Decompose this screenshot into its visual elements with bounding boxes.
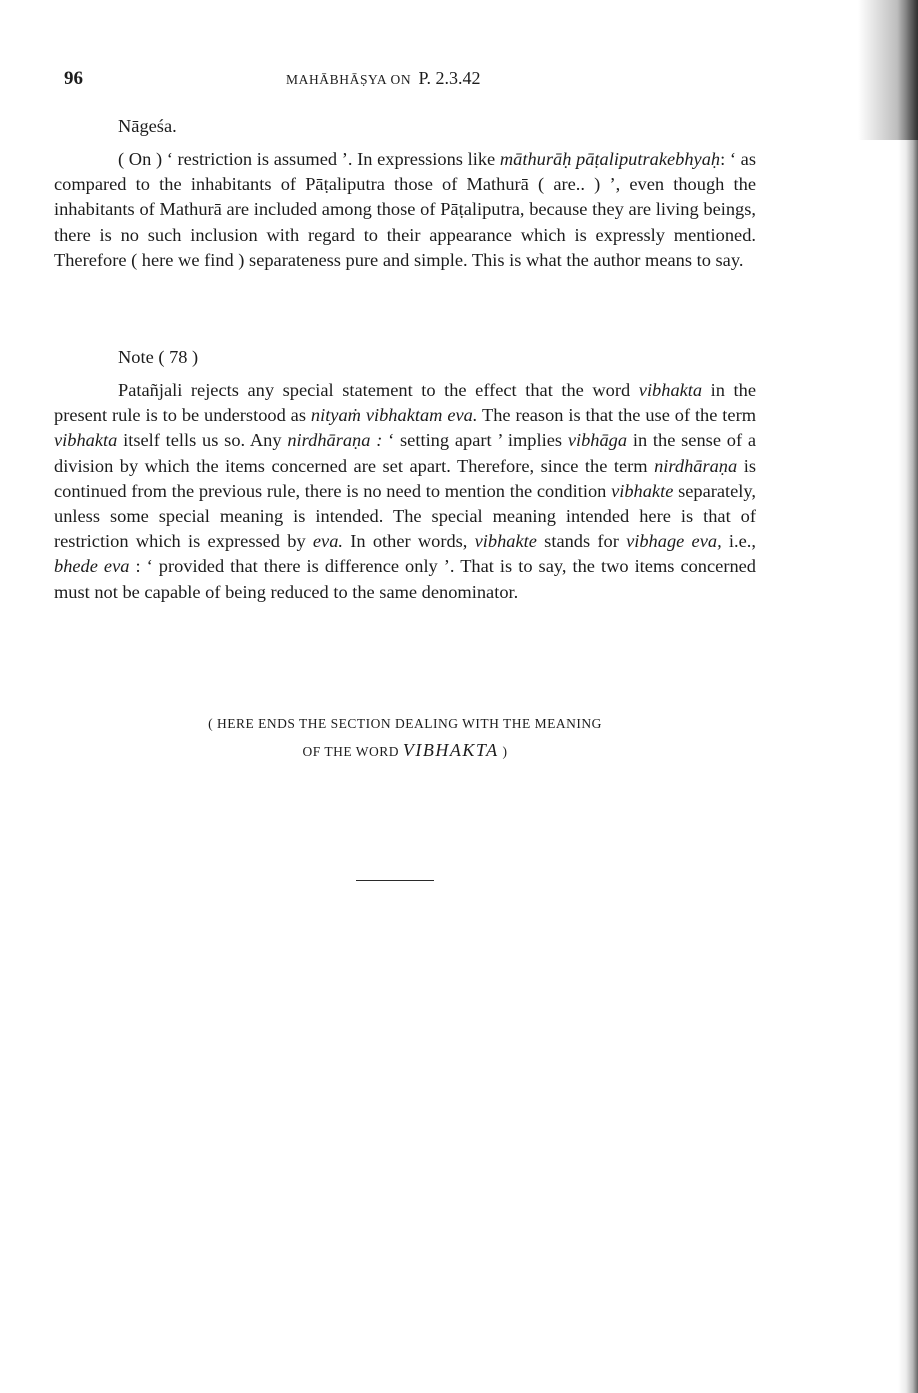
section-end-rule <box>356 880 434 881</box>
page-edge-shadow <box>898 0 918 1393</box>
text-run: is continued from the previous rule, there is no need to mention the condition <box>54 455 756 501</box>
italic-term: nirdhāraṇa : <box>287 430 383 451</box>
italic-term: bhede eva <box>54 556 130 577</box>
italic-term: vibhakta <box>54 430 118 451</box>
text-run: in the present rule is to be understood as <box>54 380 757 426</box>
italic-term: vibhage eva, <box>626 531 722 552</box>
italic-term: vibhakte <box>611 480 674 501</box>
paragraph-2 <box>54 378 756 605</box>
text-run: The reason is that the use of the term <box>477 405 757 426</box>
italic-term: nityaṁ vibhaktam eva. <box>310 405 478 426</box>
italic-term: nirdhāraṇa <box>654 455 738 476</box>
section-closing <box>54 711 756 765</box>
text-run: in the sense of a division by which the items concerned are set apart. Therefore, since the term <box>54 430 757 476</box>
italic-term: vibhakte <box>474 531 537 552</box>
text-run: i.e., <box>721 531 756 552</box>
note-label: Note ( 78 ) <box>118 347 199 367</box>
closing-prefix: OF THE WORD <box>302 744 400 759</box>
page-header <box>64 68 744 94</box>
closing-line-1: ( HERE ENDS THE SECTION DEALING WITH THE MEANING <box>208 716 602 731</box>
text-run: ‘ setting apart ’ implies <box>382 430 568 451</box>
text-run: In other words, <box>343 531 475 552</box>
page-number: 96 <box>64 68 83 89</box>
closing-line-2 <box>54 737 756 765</box>
running-head-title: MAHĀBHĀṢYA ON <box>286 72 412 87</box>
running-head <box>286 68 480 89</box>
text-run: : ‘ provided that there is difference only ’. That is to say, the two items concerned must not be capable of being reduced to the same denominator. <box>54 556 756 602</box>
text-run: : ‘ as compared to the inhabitants of Pāṭaliputra those of Mathurā ( are.. ) ’, even though the inhabitants of Mathurā are included among those of Pāṭaliputra, because they are living beings, there is no such inclusion with regard to their appearance which is expressly mentioned. Therefore ( here we find ) separateness pure and simple. This is what the author means to say. <box>54 149 756 270</box>
italic-term: vibhakta <box>638 380 703 400</box>
closing-word: VIBHAKTA <box>402 740 499 760</box>
text-run: ( On ) ‘ restriction is assumed ’. In expressions like <box>118 149 500 169</box>
text-run: stands for <box>536 531 627 552</box>
running-head-reference: P. 2.3.42 <box>418 68 481 88</box>
text-run: itself tells us so. Any <box>117 430 288 451</box>
paragraph-1 <box>54 147 756 273</box>
text-run: separately, unless some special meaning is intended. The special meaning intended here is that of restriction which is expressed by <box>54 480 757 552</box>
closing-suffix: ) <box>502 744 508 759</box>
italic-term: vibhāga <box>567 430 628 451</box>
italic-term: eva. <box>312 531 344 552</box>
italic-term: māthurāḥ pāṭaliputrakebhyaḥ <box>499 149 721 169</box>
nagesa-label: Nāgeśa. <box>118 116 177 136</box>
text-run: Patañjali rejects any special statement to the effect that the word <box>118 380 639 400</box>
page-corner-shadow <box>858 0 918 140</box>
